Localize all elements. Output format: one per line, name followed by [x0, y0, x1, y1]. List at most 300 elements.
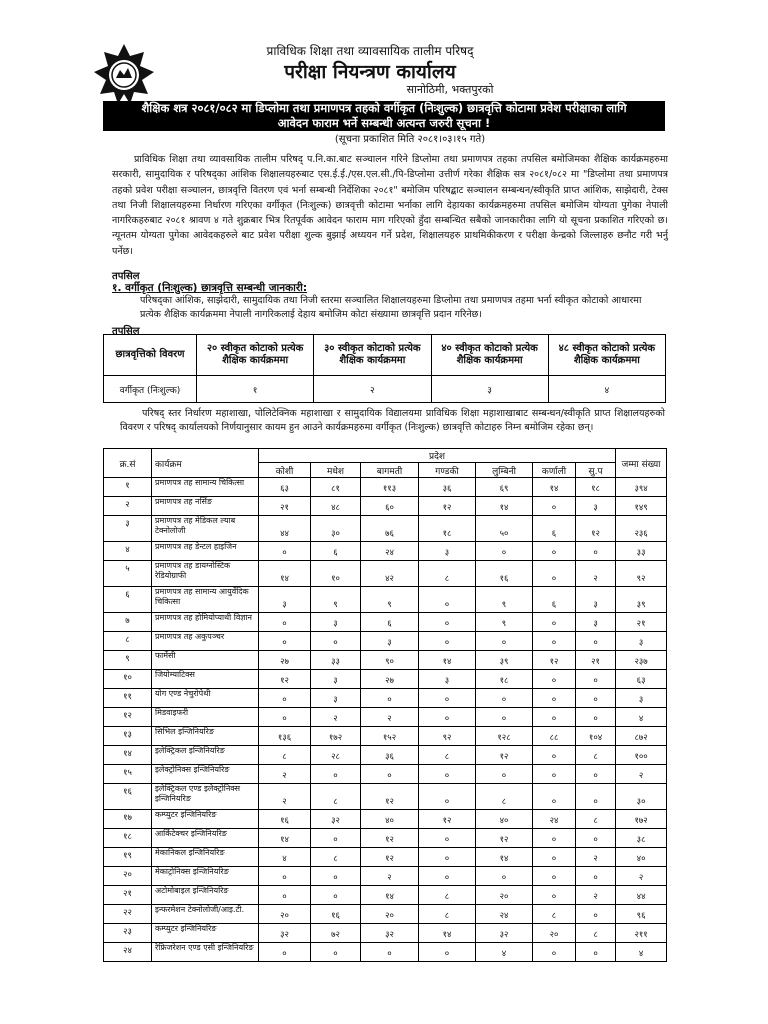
row-province-value: ९ — [361, 587, 419, 613]
table-row — [104, 561, 667, 587]
row-province-value: ० — [311, 829, 361, 848]
row-province-value: २४ — [476, 905, 533, 924]
row-province-value: २० — [533, 924, 576, 943]
row-total: २१ — [616, 613, 667, 632]
row-province-value: १६ — [476, 561, 533, 587]
table-row — [104, 810, 667, 829]
row-program-name: मेकाट्रोनिक्स इन्जिनियरिङ — [152, 867, 259, 886]
row-province-value: ३ — [576, 587, 616, 613]
row-province-value: ० — [361, 765, 419, 784]
row-province-value: ८ — [419, 905, 476, 924]
row-province-value: ० — [419, 829, 476, 848]
row-province-value: ० — [533, 746, 576, 765]
row-province-value: ८ — [419, 561, 476, 587]
row-province-value: ३ — [576, 497, 616, 516]
row-province-value: २७ — [361, 670, 419, 689]
table-row — [104, 829, 667, 848]
council-name: प्राविधिक शिक्षा तथा व्यावसायिक तालीम परिषद् — [266, 44, 474, 58]
row-program-name: इलेक्ट्रिकल इन्जिनियरिङ — [152, 746, 259, 765]
row-province-value: २० — [259, 905, 311, 924]
row-province-value: ७६ — [361, 516, 419, 542]
row-province-value: ० — [576, 765, 616, 784]
row-serial: ४ — [104, 542, 152, 561]
row-program-name: इलेक्ट्रोनिक्स इन्जिनियरिङ — [152, 765, 259, 784]
row-province-value: ० — [533, 943, 576, 962]
section-1-text: परिषद्का आंशिक, साझेदारी, सामुदायिक तथा निजी स्तरमा सञ्चालित शिक्षालयहरुमा डिप्लोमा तथा प्रमाणपत्र तहमा भर्ना स्वीकृत कोटाको आधारमा प्रत्येक शैक्षिक कार्यक्रममा नेपाली नागरिकलाई देहाय बमोजिम कोटा संख्यामा छात्रवृत्ति प्रदान गरिनेछ। — [140, 295, 642, 320]
row-province-value: ० — [533, 708, 576, 727]
row-province-value: ० — [311, 867, 361, 886]
row-total: ४ — [616, 708, 667, 727]
row-total: ९६ — [616, 905, 667, 924]
row-province-value: ० — [259, 689, 311, 708]
row-province-value: ३२ — [259, 924, 311, 943]
row-total: ४ — [616, 943, 667, 962]
row-province-value: १२ — [419, 497, 476, 516]
row-province-value: ९२ — [419, 727, 476, 746]
row-province-value: ० — [419, 784, 476, 810]
row-total: ८७२ — [616, 727, 667, 746]
row-program-name: प्रमाणपत्र तह डायग्नोस्टिक रेडियोग्राफी — [152, 561, 259, 587]
row-province-value: ० — [533, 867, 576, 886]
row-province-value: ० — [533, 689, 576, 708]
row-province-value: ० — [259, 613, 311, 632]
row-province-value: ६ — [533, 587, 576, 613]
row-province-value: ३६ — [361, 746, 419, 765]
row-province-value: १२ — [419, 810, 476, 829]
row-province-value: ० — [311, 765, 361, 784]
row-serial: २४ — [104, 943, 152, 962]
row-total: ३८ — [616, 829, 667, 848]
row-province-value: २ — [576, 561, 616, 587]
table-row — [104, 924, 667, 943]
row-province-value: १४ — [259, 829, 311, 848]
row-program-name: जियोम्याटिक्स — [152, 670, 259, 689]
row-program-name: कम्प्युटर इन्जिनियरिङ — [152, 810, 259, 829]
row-province-value: ८८ — [533, 727, 576, 746]
tapsil-label-2: तपसिल — [112, 326, 140, 337]
row-total: ३९ — [616, 587, 667, 613]
row-province-value: ० — [419, 867, 476, 886]
table-row — [104, 765, 667, 784]
table-row — [104, 784, 667, 810]
row-province-value: १०४ — [576, 727, 616, 746]
row-province-value: १४ — [476, 497, 533, 516]
row-province-value: ३२ — [476, 924, 533, 943]
row-province-value: ० — [533, 561, 576, 587]
quota-header: ४० स्वीकृत कोटाको प्रत्येक शैक्षिक कार्यक्रममा — [431, 335, 548, 376]
row-province-value: ३२ — [311, 810, 361, 829]
row-province-value: ८ — [311, 784, 361, 810]
row-program-name: अटोमोबाइल इन्जिनियरिङ — [152, 886, 259, 905]
row-province-value: १२ — [576, 516, 616, 542]
row-province-value: १८ — [419, 516, 476, 542]
row-province-value: ० — [576, 829, 616, 848]
row-province-value: ० — [533, 829, 576, 848]
row-total: ३ — [616, 632, 667, 651]
row-province-value: २१ — [259, 497, 311, 516]
row-total: १०० — [616, 746, 667, 765]
row-province-value: ० — [361, 689, 419, 708]
row-province-value: १४ — [419, 651, 476, 670]
row-total: ६३ — [616, 670, 667, 689]
quota-cell: वर्गीकृत (निःशुल्क) — [104, 376, 197, 403]
row-province-value: १२८ — [476, 727, 533, 746]
row-province-value: ० — [419, 613, 476, 632]
row-province-value: १२ — [361, 784, 419, 810]
table-row — [104, 689, 667, 708]
quota-cell: ३ — [431, 376, 548, 403]
row-serial: २३ — [104, 924, 152, 943]
row-province-value: ० — [311, 886, 361, 905]
row-province-value: ३ — [311, 689, 361, 708]
row-province-value: १५२ — [361, 727, 419, 746]
row-province-value: २ — [361, 708, 419, 727]
row-province-value: ० — [576, 784, 616, 810]
row-province-value: ० — [259, 943, 311, 962]
row-total: ३९४ — [616, 478, 667, 497]
row-province-value: १८ — [476, 670, 533, 689]
row-province-value: ० — [576, 632, 616, 651]
row-total: २३७ — [616, 651, 667, 670]
row-total: २११ — [616, 924, 667, 943]
row-province-value: २४ — [533, 810, 576, 829]
row-total: २३६ — [616, 516, 667, 542]
row-serial: ३ — [104, 516, 152, 542]
row-province-value: ० — [476, 632, 533, 651]
row-province-value: २८ — [311, 746, 361, 765]
row-province-value: ६ — [311, 542, 361, 561]
banner-line-2: आवेदन फाराम भर्ने सम्बन्धी अत्यन्त जरुरी सूचना ! — [277, 116, 491, 130]
row-province-value: ५० — [476, 516, 533, 542]
row-total: ३ — [616, 689, 667, 708]
row-province-value: ० — [476, 689, 533, 708]
table-row — [104, 867, 667, 886]
total-header: जम्मा संख्या — [616, 449, 667, 478]
row-serial: ७ — [104, 613, 152, 632]
row-province-value: ० — [259, 542, 311, 561]
row-total: १४९ — [616, 497, 667, 516]
row-province-value: ४० — [476, 810, 533, 829]
row-province-value: ० — [311, 943, 361, 962]
row-province-value: ० — [311, 632, 361, 651]
row-province-value: ९ — [476, 587, 533, 613]
row-program-name: प्रमाणपत्र तह अकुपञ्चर — [152, 632, 259, 651]
row-serial: १३ — [104, 727, 152, 746]
row-program-name: प्रमाणपत्र तह होमियोप्याथी विज्ञान — [152, 613, 259, 632]
row-province-value: १२ — [361, 829, 419, 848]
table-row — [104, 708, 667, 727]
row-province-value: १२ — [259, 670, 311, 689]
row-province-value: १६ — [311, 905, 361, 924]
row-province-value: ९ — [476, 613, 533, 632]
row-province-value: ६३ — [259, 478, 311, 497]
row-program-name: इलेक्ट्रिकल एण्ड इलेक्ट्रोनिक्स इन्जिनियरिङ — [152, 784, 259, 810]
row-province-value: ० — [533, 765, 576, 784]
table-row — [104, 587, 667, 613]
row-serial: १९ — [104, 848, 152, 867]
row-province-value: ४ — [476, 943, 533, 962]
row-province-value: १२ — [533, 651, 576, 670]
notice-banner — [103, 101, 665, 131]
row-province-value: २४ — [361, 542, 419, 561]
row-serial: ५ — [104, 561, 152, 587]
row-province-value: ४४ — [259, 516, 311, 542]
row-province-value: ० — [533, 613, 576, 632]
row-total: ३० — [616, 784, 667, 810]
row-serial: २ — [104, 497, 152, 516]
row-province-value: ३ — [311, 670, 361, 689]
row-program-name: प्रमाणपत्र तह सामान्य चिकित्सा — [152, 478, 259, 497]
province-column-header: सु.प — [576, 463, 616, 478]
row-total: ९२ — [616, 561, 667, 587]
row-province-value: १६ — [259, 810, 311, 829]
row-province-value: ० — [419, 708, 476, 727]
row-province-value: ४० — [361, 810, 419, 829]
banner-line-1: शैक्षिक शत्र २०८१/०८२ मा डिप्लोमा तथा प्रमाणपत्र तहको वर्गीकृत (निःशुल्क) छात्रवृत्ति कोटामा प्रवेश परीक्षाका लागि — [141, 101, 627, 115]
row-province-value: ८ — [419, 886, 476, 905]
row-province-value: २ — [361, 867, 419, 886]
row-province-value: ० — [576, 542, 616, 561]
row-province-value: ८ — [576, 746, 616, 765]
row-province-value: २ — [576, 848, 616, 867]
row-province-value: १० — [311, 561, 361, 587]
table-row — [104, 670, 667, 689]
row-province-value: ६ — [533, 516, 576, 542]
quota-header: ३० स्वीकृत कोटाको प्रत्येक शैक्षिक कार्यक्रममा — [314, 335, 431, 376]
province-column-header: गण्डकी — [419, 463, 476, 478]
province-column-header: बागमती — [361, 463, 419, 478]
row-province-value: ० — [576, 689, 616, 708]
row-province-value: ० — [576, 867, 616, 886]
row-province-value: ४२ — [361, 561, 419, 587]
row-program-name: कम्प्युटर इन्जिनियरिङ — [152, 924, 259, 943]
row-province-value: ० — [533, 670, 576, 689]
row-province-value: ० — [419, 632, 476, 651]
row-province-value: ० — [533, 784, 576, 810]
row-province-value: ० — [476, 867, 533, 886]
table-row — [104, 632, 667, 651]
row-province-value: १७२ — [311, 727, 361, 746]
province-column-header: लुम्बिनी — [476, 463, 533, 478]
table-row — [104, 613, 667, 632]
province-column-header: कोशी — [259, 463, 311, 478]
row-program-name: सिभिल इन्जिनियरिङ — [152, 727, 259, 746]
row-province-value: ६० — [361, 497, 419, 516]
row-province-value: ० — [576, 708, 616, 727]
table-row — [104, 542, 667, 561]
row-total: १७२ — [616, 810, 667, 829]
quota-cell: ४ — [548, 376, 665, 403]
row-program-name: प्रमाणपत्र तह मेडिकल ल्याब टेक्नोलोजी — [152, 516, 259, 542]
nepal-emblem-logo — [92, 42, 156, 106]
tapsil-label: तपसिल — [112, 271, 140, 282]
row-province-value: ११३ — [361, 478, 419, 497]
row-province-value: २ — [259, 765, 311, 784]
row-province-value: २ — [259, 784, 311, 810]
row-province-value: ० — [533, 542, 576, 561]
row-province-value: ६ — [361, 613, 419, 632]
row-province-value: ० — [476, 708, 533, 727]
row-total: ३३ — [616, 542, 667, 561]
row-serial: १४ — [104, 746, 152, 765]
row-province-value: ० — [533, 497, 576, 516]
row-province-value: २ — [576, 886, 616, 905]
row-province-value: ० — [259, 886, 311, 905]
row-serial: २० — [104, 867, 152, 886]
row-province-value: ० — [576, 670, 616, 689]
row-province-value: १२ — [361, 848, 419, 867]
program-header: कार्यक्रम — [152, 449, 259, 478]
table-row — [104, 886, 667, 905]
row-program-name: इन्फरमेशन टेक्नोलोजी/आइ.टी. — [152, 905, 259, 924]
row-province-value: ० — [419, 943, 476, 962]
row-province-value: ६९ — [476, 478, 533, 497]
row-serial: १ — [104, 478, 152, 497]
row-province-value: ८ — [533, 905, 576, 924]
row-serial: ११ — [104, 689, 152, 708]
row-province-value: ८ — [476, 784, 533, 810]
row-serial: २२ — [104, 905, 152, 924]
row-total: ४० — [616, 848, 667, 867]
row-province-value: ८ — [576, 924, 616, 943]
row-program-name: रेफ्रिजरेशन एण्ड एसी इन्जिनियरिङ — [152, 943, 259, 962]
row-province-value: ७२ — [311, 924, 361, 943]
row-serial: ९ — [104, 651, 152, 670]
row-program-name: आर्किटेक्चर इन्जिनियरिङ — [152, 829, 259, 848]
quota-header: ४८ स्वीकृत कोटाको प्रत्येक शैक्षिक कार्यक्रममा — [548, 335, 665, 376]
table-row — [104, 516, 667, 542]
section-1-heading: १. वर्गीकृत (निःशुल्क) छात्रवृत्ति सम्बन्धी जानकारी: — [112, 282, 308, 294]
row-province-value: ० — [576, 943, 616, 962]
quota-cell: १ — [197, 376, 314, 403]
row-program-name: फार्मेसी — [152, 651, 259, 670]
row-program-name: मेकानिकल इन्जिनियरिङ — [152, 848, 259, 867]
row-province-value: ० — [259, 708, 311, 727]
table-row — [104, 848, 667, 867]
office-address: सानोठिमी, भक्तपुरको — [406, 83, 494, 96]
row-serial: १० — [104, 670, 152, 689]
notice-date: (सूचना प्रकाशित मिति २०८१।०३।१५ गते) — [334, 134, 486, 145]
table-row — [104, 746, 667, 765]
row-province-value: ४ — [259, 848, 311, 867]
sn-header: क्र.सं — [104, 449, 152, 478]
row-province-value: १४ — [419, 924, 476, 943]
row-province-value: ० — [419, 848, 476, 867]
row-serial: १५ — [104, 765, 152, 784]
row-province-value: ३९ — [476, 651, 533, 670]
row-province-value: १४ — [476, 848, 533, 867]
row-province-value: ० — [476, 542, 533, 561]
row-province-value: ९ — [311, 587, 361, 613]
row-province-value: १३६ — [259, 727, 311, 746]
table-row — [104, 497, 667, 516]
table-row — [104, 905, 667, 924]
row-province-value: २१ — [576, 651, 616, 670]
row-province-value: ० — [533, 848, 576, 867]
row-province-value: १२ — [476, 829, 533, 848]
row-program-name: प्रमाणपत्र तह सामान्य आयुर्वेदिक चिकित्सा — [152, 587, 259, 613]
row-province-value: ३ — [419, 542, 476, 561]
row-province-value: ३२ — [361, 924, 419, 943]
row-province-value: १८ — [576, 478, 616, 497]
quota-header: छात्रवृत्तिको विवरण — [104, 335, 197, 376]
row-province-value: १४ — [361, 886, 419, 905]
row-total: ४४ — [616, 886, 667, 905]
province-column-header: मधेश — [311, 463, 361, 478]
row-province-value: २७ — [259, 651, 311, 670]
quota-cell: २ — [314, 376, 431, 403]
table-row — [104, 651, 667, 670]
office-title: परीक्षा नियन्त्रण कार्यालय — [284, 61, 456, 83]
row-province-value: २ — [311, 708, 361, 727]
quota-explanation-paragraph: परिषद् स्तर निर्धारण महाशाखा, पोलिटेक्निक महाशाखा र सामुदायिक विद्यालयमा प्राविधिक शिक्षा महाशाखाबाट सम्बन्धन/स्वीकृति प्राप्त शिक्षालयहरुको विवरण र परिषद् कार्यालयको निर्णयानुसार कायम हुन आउने कार्यक्रमहरुमा वर्गीकृत (निःशुल्क) छात्रवृत्ति कोटाहरु निम्न बमोजिम रहेका छन्। — [120, 408, 665, 433]
row-province-value: ० — [361, 943, 419, 962]
row-serial: १२ — [104, 708, 152, 727]
row-serial: १७ — [104, 810, 152, 829]
province-column-header: कर्णाली — [533, 463, 576, 478]
row-program-name: योग एण्ड नेचुरोपेथी — [152, 689, 259, 708]
row-program-name: मिडवाइफरी — [152, 708, 259, 727]
row-province-value: ३ — [576, 613, 616, 632]
row-province-value: ० — [419, 587, 476, 613]
row-province-value: ८ — [419, 746, 476, 765]
program-quota-table — [103, 448, 667, 962]
table-row — [104, 943, 667, 962]
row-program-name: प्रमाणपत्र तह नर्सिङ — [152, 497, 259, 516]
row-total: २ — [616, 867, 667, 886]
row-province-value: १४ — [533, 478, 576, 497]
province-header: प्रदेश — [259, 449, 616, 463]
row-serial: ८ — [104, 632, 152, 651]
row-province-value: २० — [361, 905, 419, 924]
row-province-value: ० — [476, 765, 533, 784]
row-province-value: ३ — [419, 670, 476, 689]
row-province-value: १४ — [259, 561, 311, 587]
row-province-value: १२ — [476, 746, 533, 765]
row-province-value: ३ — [259, 587, 311, 613]
row-province-value: ३ — [361, 632, 419, 651]
table-row — [104, 478, 667, 497]
row-province-value: ३० — [311, 516, 361, 542]
row-program-name: प्रमाणपत्र तह डेन्टल हाइजिन — [152, 542, 259, 561]
row-serial: १६ — [104, 784, 152, 810]
row-province-value: ४८ — [311, 497, 361, 516]
row-province-value: ८ — [311, 848, 361, 867]
table-row — [104, 727, 667, 746]
row-province-value: ० — [419, 765, 476, 784]
row-province-value: ३ — [311, 613, 361, 632]
row-serial: ६ — [104, 587, 152, 613]
row-serial: १८ — [104, 829, 152, 848]
row-province-value: ८ — [259, 746, 311, 765]
intro-paragraph: प्राविधिक शिक्षा तथा व्यावसायिक तालीम परिषद् प.नि.का.बाट सञ्चालन गरिने डिप्लोमा तथा प्रमाणपत्र तहका तपसिल बमोजिमका शैक्षिक कार्यक्रमहरुमा सरकारी, सामुदायिक र परिषद्का आंशिक शिक्षालयहरुबाट एस.ई.ई./एस.एल.सी./पि-डिप्लोमा उत्तीर्ण गरेका शैक्षिक सत्र २०८१/०८२ मा "डिप्लोमा तथा प्रमाणपत्र तहको प्रवेश परीक्षा सञ्चालन, छात्रवृत्ति वितरण एवं भर्ना सम्बन्धी निर्देशिका २०८१" बमोजिम परिषद्बाट सञ्चालन सम्बन्धन/स्वीकृति प्राप्त आंशिक, साझेदारी, टेक्स तथा निजी शिक्षालयहरुमा निर्धारण गरिएका वर्गीकृत (निःशुल्क) छात्रवृत्ती कोटामा भर्नाका लागि देहायका कार्यक्रमहरुमा तपसिल बमोजिम योग्यता पुगेका नेपाली नागरिकहरुबाट २०८१ श्रावण ४ गते शुक्रबार भित्र रितपूर्वक आवेदन फाराम माग गरिएको हुँदा सम्बन्धित सबैको जानकारीका लागि यो सूचना प्रकाशित गरिएको छ। न्यूनतम योग्यता पुगेका आवेदकहरुले बाट प्रवेश परीक्षा शुल्क बुझाई अध्ययन गर्ने प्रदेश, शिक्षालयहरु प्राथमिकीकरण र परीक्षा केन्द्रको जिल्लाहरु छनौट गरी भर्नु पर्नेछ। — [112, 154, 668, 257]
row-province-value: ३६ — [419, 478, 476, 497]
row-serial: २१ — [104, 886, 152, 905]
row-province-value: ० — [533, 886, 576, 905]
row-province-value: ० — [533, 632, 576, 651]
row-province-value: ८ — [576, 810, 616, 829]
quota-header: २० स्वीकृत कोटाको प्रत्येक शैक्षिक कार्यक्रममा — [197, 335, 314, 376]
row-province-value: २० — [476, 886, 533, 905]
row-province-value: ० — [419, 689, 476, 708]
row-province-value: ३३ — [311, 651, 361, 670]
row-province-value: ९० — [361, 651, 419, 670]
quota-table — [103, 334, 666, 403]
row-province-value: ० — [259, 632, 311, 651]
row-province-value: ० — [576, 905, 616, 924]
row-total: २ — [616, 765, 667, 784]
row-province-value: ८१ — [311, 478, 361, 497]
